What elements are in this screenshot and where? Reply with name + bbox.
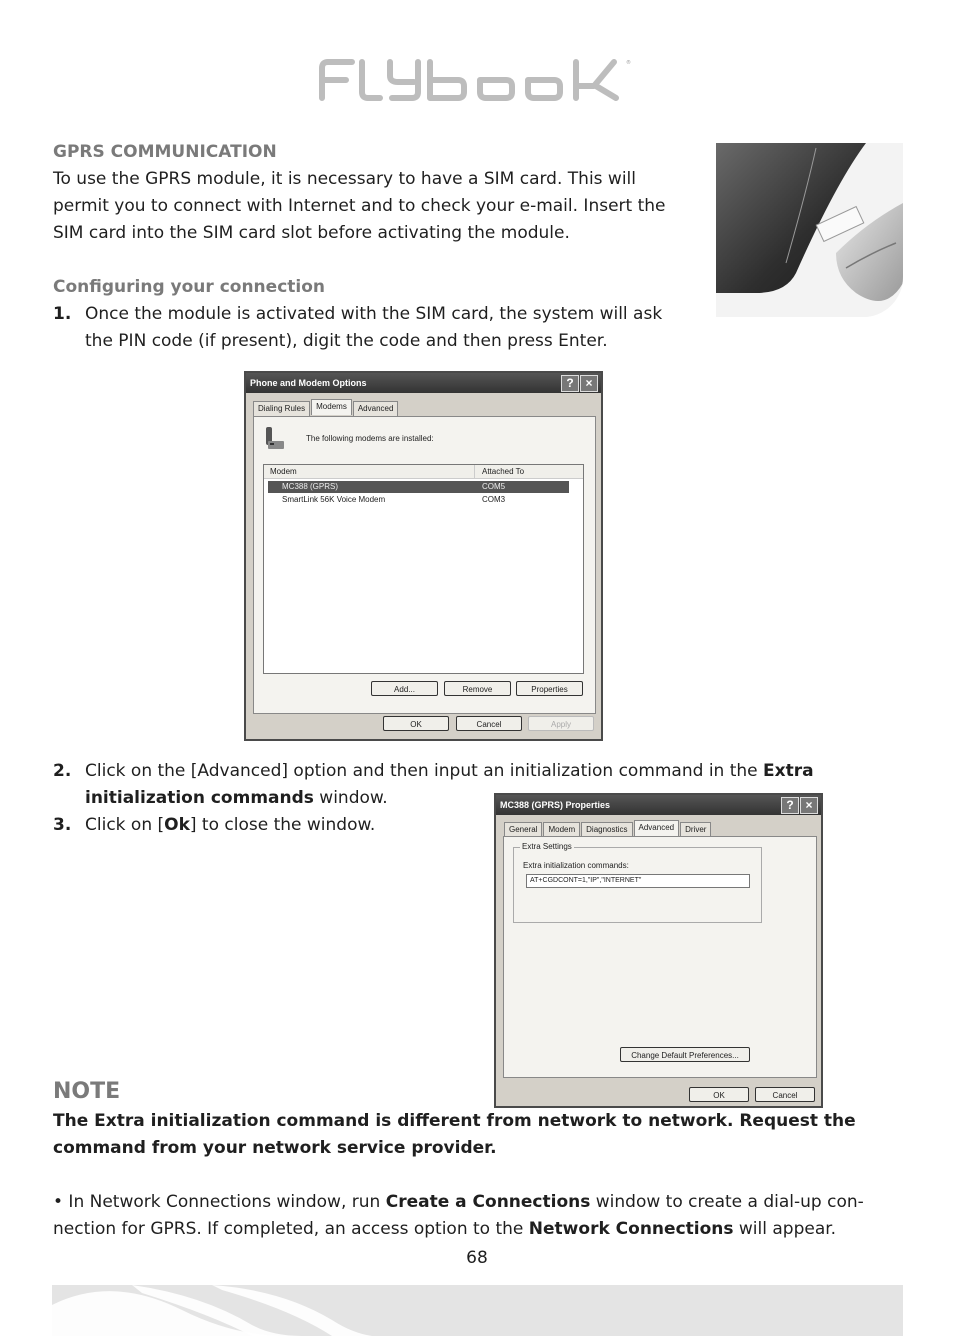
step-line: Once the module is activated with the SIM card, the system will ask — [85, 304, 663, 324]
dialog-title: MC388 (GPRS) Properties — [500, 800, 611, 810]
column-attached-to[interactable]: Attached To — [482, 467, 525, 476]
gprs-line: To use the GPRS module, it is necessary to have a SIM card. This will — [53, 169, 636, 189]
step-text — [85, 301, 662, 355]
properties-button[interactable]: Properties — [516, 681, 583, 696]
step-line: the PIN code (if present), digit the code and then press Enter. — [85, 331, 608, 351]
footer-swirl-decoration — [52, 1285, 903, 1336]
step-text-part: ] to close the window. — [189, 815, 376, 835]
column-modem[interactable]: Modem — [270, 467, 297, 476]
step-1 — [53, 301, 713, 357]
step-text — [85, 812, 375, 839]
tab-general[interactable]: General — [504, 822, 542, 838]
bullet-text: • In Network Connections window, run — [53, 1192, 386, 1212]
close-icon[interactable]: × — [800, 797, 818, 814]
ok-button[interactable]: OK — [689, 1087, 749, 1102]
extra-init-label: Extra initialization commands: — [523, 861, 629, 870]
footer-band — [52, 1285, 903, 1336]
step-number: 1. — [53, 304, 72, 324]
phone-modem-icon — [264, 425, 286, 451]
config-heading: Configuring your connection — [53, 277, 325, 297]
ok-button[interactable]: OK — [383, 716, 449, 731]
page-number: 68 — [466, 1248, 488, 1268]
note-text — [53, 1108, 856, 1162]
tab-modems[interactable]: Modems — [311, 399, 352, 415]
bullet-bold: Create a Connections — [385, 1192, 591, 1212]
tab-diagnostics[interactable]: Diagnostics — [581, 822, 632, 838]
help-icon[interactable]: ? — [561, 375, 579, 392]
step-number: 2. — [53, 761, 72, 781]
tab-modem[interactable]: Modem — [543, 822, 580, 838]
sim-card-insertion-photo — [716, 143, 903, 317]
step-text-bold: initialization commands — [85, 788, 314, 808]
table-row[interactable] — [268, 494, 569, 506]
group-label: Extra Settings — [522, 842, 572, 851]
remove-button[interactable]: Remove — [444, 681, 511, 696]
phone-modem-options-dialog — [244, 371, 603, 741]
list-header — [264, 465, 583, 479]
installed-modems-label: The following modems are installed: — [306, 434, 434, 443]
modem-port: COM5 — [482, 482, 506, 491]
gprs-paragraph — [53, 166, 666, 247]
column-divider — [474, 465, 475, 478]
note-line: command from your network service provider. — [53, 1138, 497, 1158]
extra-init-commands-field[interactable]: AT+CGDCONT=1,"IP","INTERNET" — [526, 874, 750, 888]
tab-advanced[interactable]: Advanced — [634, 820, 680, 836]
modem-name: MC388 (GPRS) — [282, 482, 339, 491]
bullet-text: will appear. — [733, 1219, 837, 1239]
cancel-button[interactable]: Cancel — [456, 716, 522, 731]
apply-button[interactable]: Apply — [528, 716, 594, 731]
close-icon[interactable]: × — [580, 375, 598, 392]
change-default-preferences-button[interactable]: Change Default Preferences... — [620, 1047, 750, 1062]
modem-list[interactable] — [263, 464, 584, 674]
gprs-line: permit you to connect with Internet and to check your e-mail. Insert the — [53, 196, 666, 216]
dialog-titlebar — [246, 373, 601, 393]
dialog-titlebar — [496, 795, 821, 815]
modem-properties-dialog — [494, 793, 823, 1108]
step-number: 3. — [53, 815, 72, 835]
dialog-title: Phone and Modem Options — [250, 378, 367, 388]
note-line: The Extra initialization command is different from network to network. Request the — [53, 1111, 856, 1131]
bullet-bold: Network Connections — [528, 1219, 734, 1239]
step-text-part: window. — [313, 788, 388, 808]
modems-panel — [253, 416, 596, 714]
step-3 — [53, 812, 473, 840]
extra-settings-group — [513, 842, 762, 923]
bullet-text: window to create a dial-up con- — [590, 1192, 864, 1212]
advanced-panel — [503, 836, 817, 1078]
step-text-part: Click on the [Advanced] option and then input an initialization command in the — [85, 761, 764, 781]
step-text-bold: Ok — [164, 815, 190, 835]
add-button[interactable]: Add... — [371, 681, 438, 696]
gprs-heading: GPRS COMMUNICATION — [53, 142, 277, 162]
bullet-text: nection for GPRS. If completed, an access option to the — [53, 1219, 529, 1239]
step-text-bold: Extra — [763, 761, 814, 781]
flybook-logo — [318, 56, 634, 102]
table-row[interactable] — [268, 481, 569, 493]
gprs-line: SIM card into the SIM card slot before activating the module. — [53, 223, 570, 243]
help-icon[interactable]: ? — [781, 797, 799, 814]
step-text-part: Click on [ — [85, 815, 165, 835]
modem-name: SmartLink 56K Voice Modem — [282, 495, 386, 504]
svg-text:®: ® — [626, 60, 631, 66]
modem-port: COM3 — [482, 495, 506, 504]
tab-strip — [253, 401, 399, 417]
cancel-button[interactable]: Cancel — [755, 1087, 815, 1102]
tab-driver[interactable]: Driver — [680, 822, 711, 838]
network-connections-bullet — [53, 1189, 864, 1243]
tab-dialing-rules[interactable]: Dialing Rules — [253, 401, 310, 417]
note-title: NOTE — [53, 1079, 121, 1104]
tab-advanced[interactable]: Advanced — [353, 401, 399, 417]
